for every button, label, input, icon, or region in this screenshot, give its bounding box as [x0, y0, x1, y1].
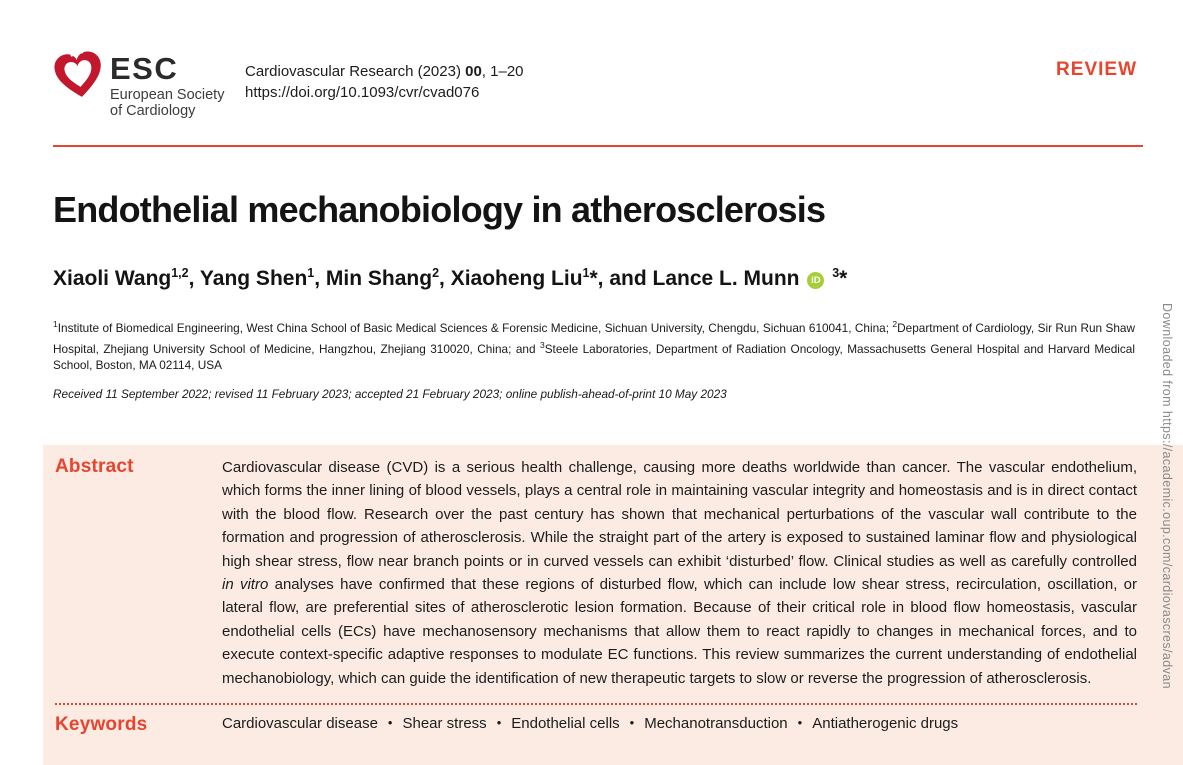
article-history: Received 11 September 2022; revised 11 February 2023; accepted 21 February 2023; online publish-ahead-of-print 10 May 2023 — [53, 387, 727, 401]
affiliations: $^1$Institute of Biomedical Engineering, West China School of Basic Medical Sciences & Forensic Medicine, Sichuan University, Chengdu, Sichuan 610041, China; $^2$Department of Cardiology, Sir Run Run Shaw Hospital, Zhejiang University School of Medicine, Hangzhou, Zhejiang 310020, China; and $^3$Steele Laboratories, Department of Radiation Oncology, Massachusetts General Hospital and Harvard Medical School, Boston, MA 02114, USA — [53, 319, 1135, 373]
author-affiliation-sup: 1 — [307, 266, 315, 280]
esc-logo-society-name: European Society of Cardiology — [110, 87, 225, 119]
keyword-item: Shear stress — [402, 715, 487, 733]
author-affiliation-sup: 2 — [432, 266, 440, 280]
download-watermark: Downloaded from https://academic.oup.com/cardiovascres/advan — [1160, 303, 1174, 689]
orcid-icon[interactable]: iD — [807, 272, 824, 289]
esc-logo-acronym: ESC — [110, 51, 179, 86]
keyword-separator: • — [629, 715, 635, 731]
keyword-separator: • — [387, 715, 393, 731]
keywords-list — [222, 705, 1137, 736]
article-title: Endothelial mechanobiology in atherosclerosis — [53, 189, 826, 230]
keyword-item: Mechanotransduction — [644, 715, 788, 733]
abstract-panel — [43, 445, 1183, 765]
keyword-separator: • — [797, 715, 803, 731]
author-name: , Yang Shen — [188, 267, 308, 290]
author-affiliation-sup: 3 — [832, 266, 840, 280]
author-name: Xiaoli Wang — [53, 267, 172, 290]
keywords-heading: Keywords — [55, 714, 148, 736]
keyword-item: Endothelial cells — [511, 715, 620, 733]
esc-heart-icon — [52, 46, 106, 111]
citation-line: Cardiovascular Research (2023) 00, 1–20 — [245, 63, 524, 80]
esc-logo — [52, 46, 224, 119]
keyword-item: Cardiovascular disease — [222, 715, 378, 733]
keyword-separator: • — [496, 715, 502, 731]
author-affiliation-sup: 1 — [582, 266, 590, 280]
abstract-text: Cardiovascular disease (CVD) is a serious health challenge, causing more deaths worldwide than cancer. The vascular endothelium, which forms the inner lining of blood vessels, plays a central role in maintaining vascular integrity and homeostasis and is in direct contact with the blood flow. Research over the past century has shown that mechanical perturbations of the vascular wall contribute to the formation and progression of atherosclerosis. While the straight part of the artery is exposed to sustained laminar flow and physiological high shear stress, flow near branch points or in curved vessels can exhibit ‘disturbed’ flow. Clinical studies as well as carefully controlled in vitro analyses have confirmed that these regions of disturbed flow, which can include low shear stress, recirculation, oscillation, or lateral flow, are preferential sites of atherosclerotic lesion formation. Because of their critical role in blood flow homeostasis, vascular endothelial cells (ECs) have mechanosensory mechanisms that allow them to react rapidly to changes in mechanical forces, and to execute context-specific adaptive responses to modulate EC functions. This review summarizes the current understanding of endothelial mechanobiology, which can guide the identification of new therapeutic targets to slow or reverse the progression of atherosclerosis. — [222, 459, 1137, 687]
author-name: , Min Shang — [314, 267, 433, 290]
journal-citation — [245, 61, 524, 103]
affiliation-sup: 3 — [539, 339, 545, 350]
affiliation-sup: 1 — [53, 319, 58, 329]
author-line: Xiaoli Wang$^{1,2}$, Yang Shen$^1$, Min Shang$^2$, Xiaoheng Liu$^1$*, and Lance L. Munn iD $^3$* — [53, 266, 848, 290]
affiliation-sup: 2 — [892, 319, 898, 329]
doi-link[interactable]: https://doi.org/10.1093/cvr/cvad076 — [245, 84, 480, 101]
article-type-badge: REVIEW — [1056, 59, 1137, 80]
keyword-item: Antiatherogenic drugs — [812, 715, 959, 733]
citation-volume: 00 — [465, 63, 482, 80]
masthead-rule — [53, 145, 1143, 147]
author-name: , and Lance L. Munn — [597, 267, 806, 290]
abstract-heading: Abstract — [55, 456, 134, 477]
author-affiliation-sup: 1,2 — [171, 266, 189, 280]
author-name: , Xiaoheng Liu — [439, 267, 583, 290]
